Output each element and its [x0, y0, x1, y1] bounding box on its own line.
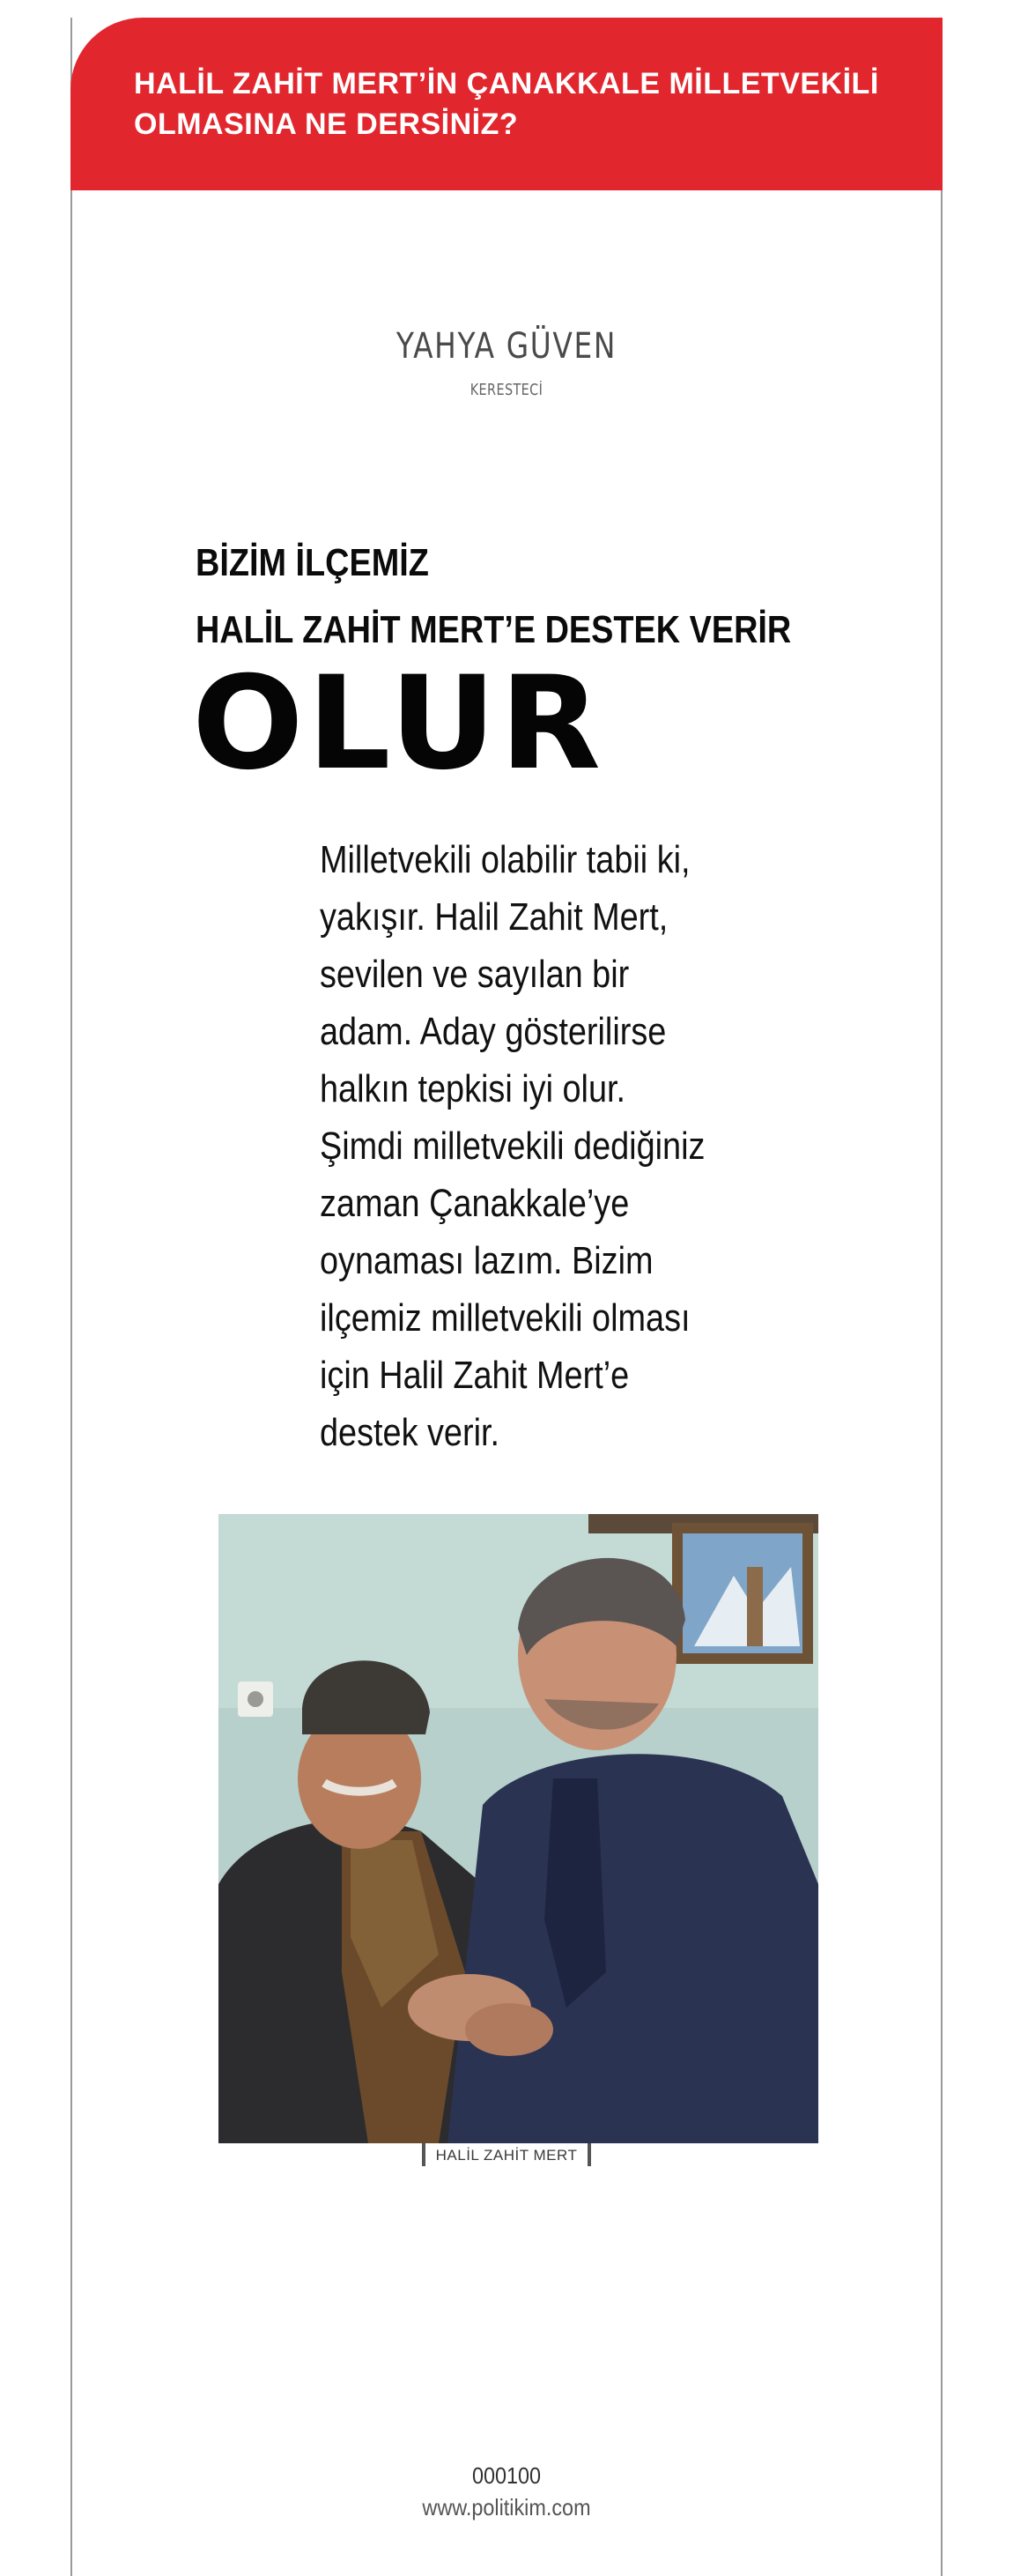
- author-role: KERESTECİ: [470, 381, 543, 399]
- headline-big-word: OLUR: [192, 649, 605, 798]
- article-photo: [218, 1514, 818, 2143]
- headline-line-1: BİZİM İLÇEMİZ: [196, 541, 429, 584]
- body-line: yakışır. Halil Zahit Mert,: [320, 895, 669, 939]
- footer-code: 000100: [471, 2462, 542, 2489]
- body-line: için Halil Zahit Mert’e: [320, 1354, 630, 1397]
- header-banner: [70, 18, 943, 190]
- body-line: ilçemiz milletvekili olması: [320, 1296, 691, 1340]
- body-line: sevilen ve sayılan bir: [320, 953, 630, 996]
- footer-url[interactable]: www.politikim.com: [422, 2494, 591, 2520]
- body-line: halkın tepkisi iyi olur.: [320, 1067, 626, 1110]
- photo-caption: HALİL ZAHİT MERT: [422, 2143, 592, 2166]
- header-title: HALİL ZAHİT MERT’İN ÇANAKKALE MİLLETVEKİLİ OLMASINA NE DERSİNİZ?: [134, 67, 879, 141]
- author-name: YAHYA GÜVEN: [396, 326, 617, 367]
- body-line: Milletvekili olabilir tabii ki,: [320, 838, 691, 881]
- photo-caption-wrap: [0, 2143, 1013, 2166]
- body-line: Şimdi milletvekili dediğiniz: [320, 1125, 706, 1168]
- body-line: zaman Çanakkale’ye: [320, 1182, 630, 1225]
- body-line: oynaması lazım. Bizim: [320, 1239, 654, 1282]
- body-line: adam. Aday gösterilirse: [320, 1010, 667, 1053]
- body-text: [320, 831, 744, 1461]
- body-line: destek verir.: [320, 1411, 500, 1454]
- headline-line-2: HALİL ZAHİT MERT’E DESTEK VERİR: [196, 608, 792, 651]
